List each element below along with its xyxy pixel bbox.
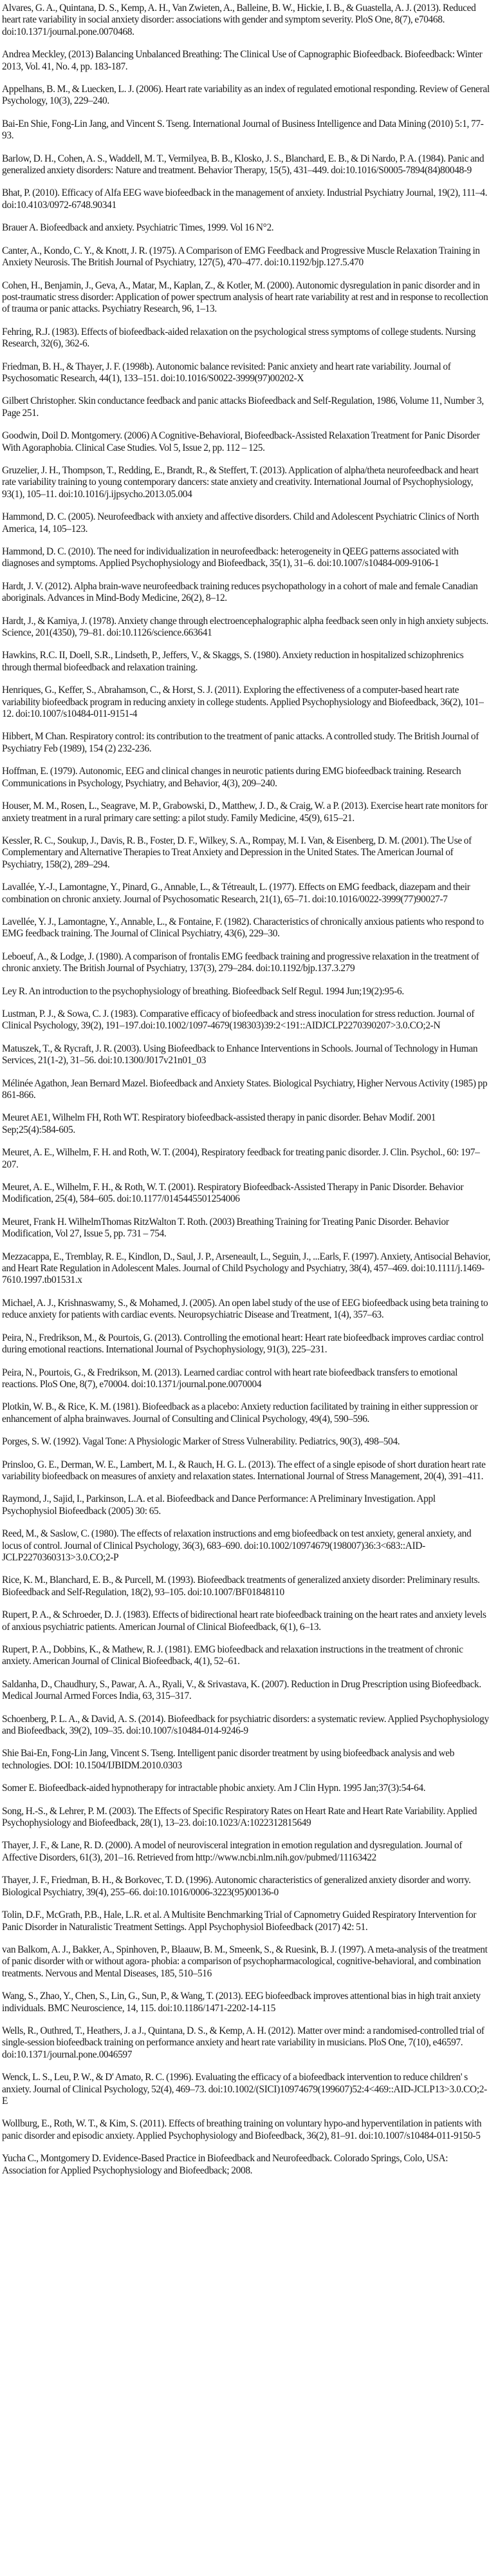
reference-entry: Cohen, H., Benjamin, J., Geva, A., Matar, M., Kaplan, Z., & Kotler, M. (2000). Autonomic dysregulation in panic disorder and in post-traumatic stress disorder: Application of power spectrum analysis of heart rate variability at rest and in response to recollection of trauma or panic attacks. Psychiatry Research, 96, 1–13. <box>2 279 488 315</box>
reference-entry: Goodwin, Doil D. Montgomery. (2006) A Cognitive-Behavioral, Biofeedback-Assisted Relaxation Treatment for Panic Disorder With Agoraphobia. Clinical Case Studies. Vol 5, Issue 2, pp. 112 – 125. <box>2 430 480 453</box>
reference-entry: Hardt, J. V. (2012). Alpha brain-wave neurofeedback training reduces psychopathology in a cohort of male and female Canadian aboriginals. Advances in Mind-Body Medicine, 26(2), 8–12. <box>2 580 478 604</box>
reference-entry: Hardt, J., & Kamiya, J. (1978). Anxiety change through electroencephalographic alpha feedback seen only in high anxiety subjects. Science, 201(4350), 79–81. doi:10.1126/science.663641 <box>2 615 488 639</box>
reference-entry: Peira, N., Pourtois, G., & Fredrikson, M. (2013). Learned cardiac control with heart rate biofeedback transfers to emotional reactions. PloS One, 8(7), e70004. doi:10.1371/journal.pone.0070004 <box>2 1367 457 1390</box>
reference-entry: Matuszek, T., & Rycraft, J. R. (2003). Using Biofeedback to Enhance Interventions in Schools. Journal of Technology in Human Services, 21(1-2), 31–56. doi:10.1300/J017v21n01_03 <box>2 1043 478 1066</box>
reference-entry: Brauer A. Biofeedback and anxiety. Psychiatric Times, 1999. Vol 16 N°2. <box>2 222 274 234</box>
reference-list <box>2 3 492 2177</box>
reference-entry: Raymond, J., Sajid, I., Parkinson, L.A. et al. Biofeedback and Dance Performance: A Preliminary Investigation. Appl Psychophysiol Biofeedback (2005) 30: 65. <box>2 1493 436 1517</box>
reference-entry: Shie Bai-En, Fong-Lin Jang, Vincent S. Tseng. Intelligent panic disorder treatment by using biofeedback analysis and web technologies. DOI: 10.1504/IJBIDM.2010.0303 <box>2 1748 455 1771</box>
reference-entry: Meuret AE1, Wilhelm FH, Roth WT. Respiratory biofeedback-assisted therapy in panic disorder. Behav Modif. 2001 Sep;25(4):584-605. <box>2 1112 436 1135</box>
reference-entry: Plotkin, W. B., & Rice, K. M. (1981). Biofeedback as a placebo: Anxiety reduction facilitated by training in either suppression or enhancement of alpha brainwaves. Journal of Consulting and Clinical Psychology, 49(4), 590–596. <box>2 1401 478 1425</box>
reference-entry: Mélinée Agathon, Jean Bernard Mazel. Biofeedback and Anxiety States. Biological Psychiatry, Higher Nervous Activity (1985) pp 861-866. <box>2 1077 488 1101</box>
reference-entry: Mezzacappa, E., Tremblay, R. E., Kindlon, D., Saul, J. P., Arseneault, L., Seguin, J., ...Earls, F. (1997). Anxiety, Antisocial Behavior, and Heart Rate Regulation in Adolescent Males. Journal of Child Psychology and Psychiatry, 38(4), 457–469. doi:10.1111/j.1469-7610.1997.tb01531.x <box>2 1251 491 1286</box>
reference-entry: Andrea Meckley, (2013) Balancing Unbalanced Breathing: The Clinical Use of Capnographic Biofeedback. Biofeedback: Winter 2013, Vol. 41, No. 4, pp. 183-187. <box>2 49 483 72</box>
reference-entry: Rupert, P. A., & Schroeder, D. J. (1983). Effects of bidirectional heart rate biofeedback training on the heart rates and anxiety levels of anxious psychiatric patients. American Journal of Clinical Biofeedback, 6(1), 6–13. <box>2 1609 486 1633</box>
reference-entry: Hibbert, M Chan. Respiratory control: its contribution to the treatment of panic attacks. A controlled study. The British Journal of Psychiatry Feb (1989), 154 (2) 232-236. <box>2 731 479 754</box>
reference-entry: Peira, N., Fredrikson, M., & Pourtois, G. (2013). Controlling the emotional heart: Heart rate biofeedback improves cardiac control during emotional reactions. International Journal of Psychophysiology, 91(3), 225–231. <box>2 1332 484 1356</box>
reference-entry: Lustman, P. J., & Sowa, C. J. (1983). Comparative efficacy of biofeedback and stress inoculation for stress reduction. Journal of Clinical Psychology, 39(2), 191–197.doi:10.1002/1097-4679(198303)39:2<191::AIDJCLP2270390207>3.0.CO;2-N <box>2 1008 475 1032</box>
reference-entry: Michael, A. J., Krishnaswamy, S., & Mohamed, J. (2005). An open label study of the use of EEG biofeedback using beta training to reduce anxiety for patients with cardiac events. Neuropsychiatric Disease and Treatment, 1(4), 357–63. <box>2 1297 488 1321</box>
reference-entry: Ley R. An introduction to the psychophysiology of breathing. Biofeedback Self Regul. 1994 Jun;19(2):95-6. <box>2 985 404 997</box>
reference-entry: Lavellée, Y. J., Lamontagne, Y., Annable, L., & Fontaine, F. (1982). Characteristics of chronically anxious patients who respond to EMG feedback training. The Journal of Clinical Psychiatry, 43(6), 229–30. <box>2 916 484 940</box>
reference-entry: Saldanha, D., Chaudhury, S., Pawar, A. A., Ryali, V., & Srivastava, K. (2007). Reduction in Drug Prescription using Biofeedback. Medical Journal Armed Forces India, 63, 315–317. <box>2 1678 481 1702</box>
reference-entry: Gilbert Christopher. Skin conductance feedback and panic attacks Biofeedback and Self-Regulation, 1986, Volume 11, Number 3, Page 251. <box>2 395 484 419</box>
reference-entry: Kessler, R. C., Soukup, J., Davis, R. B., Foster, D. F., Wilkey, S. A., Rompay, M. I. Van, & Eisenberg, D. M. (2001). The Use of Complementary and Alternative Therapies to Treat Anxiety and Depression in the United States. The American Journal of Psychiatry, 158(2), 289–294. <box>2 835 472 870</box>
reference-entry: Thayer, J. F., Friedman, B. H., & Borkovec, T. D. (1996). Autonomic characteristics of generalized anxiety disorder and worry. Biological Psychiatry, 39(4), 255–66. doi:10.1016/0006-3223(95)00136-0 <box>2 1875 471 1898</box>
reference-entry: Barlow, D. H., Cohen, A. S., Waddell, M. T., Vermilyea, B. B., Klosko, J. S., Blanchard, E. B., & Di Nardo, P. A. (1984). Panic and generalized anxiety disorders: Nature and treatment. Behavior Therapy, 15(5), 431–449. doi:10.1016/S0005-7894(84)80048-9 <box>2 153 484 176</box>
reference-entry: Somer E. Biofeedback-aided hypnotherapy for intractable phobic anxiety. Am J Clin Hypn. 1995 Jan;37(3):54-64. <box>2 1783 426 1794</box>
reference-entry: Houser, M. M., Rosen, L., Seagrave, M. P., Grabowski, D., Matthew, J. D., & Craig, W. a P. (2013). Exercise heart rate monitors for anxiety treatment in a rural primary care setting: a pilot study. Family Medicine, 45(9), 615–21. <box>2 800 488 824</box>
reference-entry: Friedman, B. H., & Thayer, J. F. (1998b). Autonomic balance revisited: Panic anxiety and heart rate variability. Journal of Psychosomatic Research, 44(1), 133–151. doi:10.1016/S0022-3999(97)00202-X <box>2 361 451 384</box>
reference-entry: Schoenberg, P. L. A., & David, A. S. (2014). Biofeedback for psychiatric disorders: a systematic review. Applied Psychophysiology and Biofeedback, 39(2), 109–35. doi:10.1007/s10484-014-9246-9 <box>2 1713 489 1737</box>
reference-entry: Wenck, L. S., Leu, P. W., & D' Amato, R. C. (1996). Evaluating the efficacy of a biofeedback intervention to reduce children' s anxiety. Journal of Clinical Psychology, 52(4), 469–73. doi:10.1002/(SICI)10974679(199607)52:4<469::AID-JCLP13>3.0.CO;2-E <box>2 2072 487 2107</box>
reference-entry: Henriques, G., Keffer, S., Abrahamson, C., & Horst, S. J. (2011). Exploring the effectiveness of a computer-based heart rate variability biofeedback program in reducing anxiety in college students. Applied Psychophysiology and Biofeedback, 36(2), 101–12. doi:10.1007/s10484-011-9151-4 <box>2 685 484 720</box>
reference-entry: Meuret, A. E., Wilhelm, F. H., & Roth, W. T. (2001). Respiratory Biofeedback-Assisted Therapy in Panic Disorder. Behavior Modification, 25(4), 584–605. doi:10.1177/0145445501254006 <box>2 1182 464 1205</box>
reference-entry: Bai-En Shie, Fong-Lin Jang, and Vincent S. Tseng. International Journal of Business Intelligence and Data Mining (2010) 5:1, 77-93. <box>2 118 484 142</box>
reference-entry: Meuret, A. E., Wilhelm, F. H. and Roth, W. T. (2004), Respiratory feedback for treating panic disorder. J. Clin. Psychol., 60: 197–207. <box>2 1147 480 1170</box>
reference-entry: Appelhans, B. M., & Luecken, L. J. (2006). Heart rate variability as an index of regulated emotional responding. Review of General Psychology, 10(3), 229–240. <box>2 84 490 107</box>
reference-entry: Hawkins, R.C. II, Doell, S.R., Lindseth, P., Jeffers, V., & Skaggs, S. (1980). Anxiety reduction in hospitalized schizophrenics through thermal biofeedback and relaxation training. <box>2 650 464 673</box>
reference-entry: Hammond, D. C. (2010). The need for individualization in neurofeedback: heterogeneity in QEEG patterns associated with diagnoses and symptoms. Applied Psychophysiology and Biofeedback, 35(1), 31–6. doi:10.1007/s10484-009-9106-1 <box>2 546 459 569</box>
reference-entry: Wells, R., Outhred, T., Heathers, J. a J., Quintana, D. S., & Kemp, A. H. (2012). Matter over mind: a randomised-controlled trial of single-session biofeedback training on performance anxiety and heart rate variability in musicians. PloS One, 7(10), e46597. doi:10.1371/journal.pone.0046597 <box>2 2025 484 2060</box>
reference-entry: Hoffman, E. (1979). Autonomic, EEG and clinical changes in neurotic patients during EMG biofeedback training. Research Communications in Psychology, Psychiatry, and Behavior, 4(3), 209–240. <box>2 766 461 789</box>
reference-entry: Lavallée, Y.-J., Lamontagne, Y., Pinard, G., Annable, L., & Tétreault, L. (1977). Effects on EMG feedback, diazepam and their combination on chronic anxiety. Journal of Psychosomatic Research, 21(1), 65–71. doi:10.1016/0022-3999(77)90027-7 <box>2 882 470 905</box>
reference-entry: Reed, M., & Saslow, C. (1980). The effects of relaxation instructions and emg biofeedback on test anxiety, general anxiety, and locus of control. Journal of Clinical Psychology, 36(3), 683–690. doi:10.1002/10974679(198007)36:3<683::AID-JCLP2270360313>3.0.CO;2-P <box>2 1528 472 1563</box>
reference-entry: Prinsloo, G. E., Derman, W. E., Lambert, M. I., & Rauch, H. G. L. (2013). The effect of a single episode of short duration heart rate variability biofeedback on measures of anxiety and relaxation states. International Journal of Stress Management, 20(4), 391–411. <box>2 1459 486 1482</box>
reference-entry: Wang, S., Zhao, Y., Chen, S., Lin, G., Sun, P., & Wang, T. (2013). EEG biofeedback improves attentional bias in high trait anxiety individuals. BMC Neuroscience, 14, 115. doi:10.1186/1471-2202-14-115 <box>2 1991 481 2014</box>
reference-entry: Fehring, R.J. (1983). Effects of biofeedback-aided relaxation on the psychological stress symptoms of college students. Nursing Research, 32(6), 362-6. <box>2 326 475 350</box>
reference-entry: van Balkom, A. J., Bakker, A., Spinhoven, P., Blaauw, B. M., Smeenk, S., & Ruesink, B. J. (1997). A meta-analysis of the treatment of panic disorder with or without agora- phobia: a comparison of psychopharmacological, cognitive-behavioral, and combination treatments. Nervous and Mental Diseases, 185, 510–516 <box>2 1944 488 1979</box>
reference-entry: Thayer, J. F., & Lane, R. D. (2000). A model of neurovisceral integration in emotion regulation and dysregulation. Journal of Affective Disorders, 61(3), 201–16. Retrieved from http://www.ncbi.nlm.nih.gov/pubmed/11163422 <box>2 1840 463 1863</box>
reference-entry: Tolin, D.F., McGrath, P.B., Hale, L.R. et al. A Multisite Benchmarking Trial of Capnometry Guided Respiratory Intervention for Panic Disorder in Naturalistic Treatment Settings. Appl Psychophysiol Biofeedback (2017) 42: 51. <box>2 1909 477 1933</box>
reference-entry: Rupert, P. A., Dobbins, K., & Mathew, R. J. (1981). EMG biofeedback and relaxation instructions in the treatment of chronic anxiety. American Journal of Clinical Biofeedback, 4(1), 52–61. <box>2 1644 463 1667</box>
reference-entry: Bhat, P. (2010). Efficacy of Alfa EEG wave biofeedback in the management of anxiety. Industrial Psychiatry Journal, 19(2), 111–4. doi:10.4103/0972-6748.90341 <box>2 187 488 211</box>
reference-entry: Rice, K. M., Blanchard, E. B., & Purcell, M. (1993). Biofeedback treatments of generalized anxiety disorder: Preliminary results. Biofeedback and Self-Regulation, 18(2), 93–105. doi:10.1007/BF01848110 <box>2 1575 480 1598</box>
reference-entry: Wollburg, E., Roth, W. T., & Kim, S. (2011). Effects of breathing training on voluntary hypo-and hyperventilation in patients with panic disorder and episodic anxiety. Applied Psychophysiology and Biofeedback, 36(2), 81–91. doi:10.1007/s10484-011-9150-5 <box>2 2118 482 2141</box>
reference-entry: Hammond, D. C. (2005). Neurofeedback with anxiety and affective disorders. Child and Adolescent Psychiatric Clinics of North America, 14, 105–123. <box>2 511 479 535</box>
reference-entry: Alvares, G. A., Quintana, D. S., Kemp, A. H., Van Zwieten, A., Balleine, B. W., Hickie, I. B., & Guastella, A. J. (2013). Reduced heart rate variability in social anxiety disorder: associations with gender and symptom severity. PloS One, 8(7), e70468. doi:10.1371/journal.pone.0070468. <box>2 3 476 37</box>
reference-entry: Yucha C., Montgomery D. Evidence-Based Practice in Biofeedback and Neurofeedback. Colorado Springs, Colo, USA: Association for Applied Psychophysiology and Biofeedback; 2008. <box>2 2153 448 2176</box>
reference-entry: Porges, S. W. (1992). Vagal Tone: A Physiologic Marker of Stress Vulnerability. Pediatrics, 90(3), 498–504. <box>2 1436 400 1448</box>
reference-entry: Leboeuf, A., & Lodge, J. (1980). A comparison of frontalis EMG feedback training and progressive relaxation in the treatment of chronic anxiety. The British Journal of Psychiatry, 137(3), 279–284. doi:10.1192/bjp.137.3.279 <box>2 951 479 974</box>
reference-entry: Canter, A., Kondo, C. Y., & Knott, J. R. (1975). A Comparison of EMG Feedback and Progressive Muscle Relaxation Training in Anxiety Neurosis. The British Journal of Psychiatry, 127(5), 470–477. doi:10.1192/bjp.127.5.470 <box>2 245 480 269</box>
reference-entry: Song, H.-S., & Lehrer, P. M. (2003). The Effects of Specific Respiratory Rates on Heart Rate and Heart Rate Variability. Applied Psychophysiology and Biofeedback, 28(1), 13–23. doi:10.1023/A:1022312815649 <box>2 1805 477 1829</box>
reference-entry: Gruzelier, J. H., Thompson, T., Redding, E., Brandt, R., & Steffert, T. (2013). Application of alpha/theta neurofeedback and heart rate variability training to young contemporary dancers: state anxiety and creativity. International Journal of Psychophysiology, 93(1), 105–11. doi:10.1016/j.ijpsycho.2013.05.004 <box>2 464 479 500</box>
reference-entry: Meuret, Frank H. WilhelmThomas RitzWalton T. Roth. (2003) Breathing Training for Treating Panic Disorder. Behavior Modification, Vol 27, Issue 5, pp. 731 – 754. <box>2 1216 449 1240</box>
